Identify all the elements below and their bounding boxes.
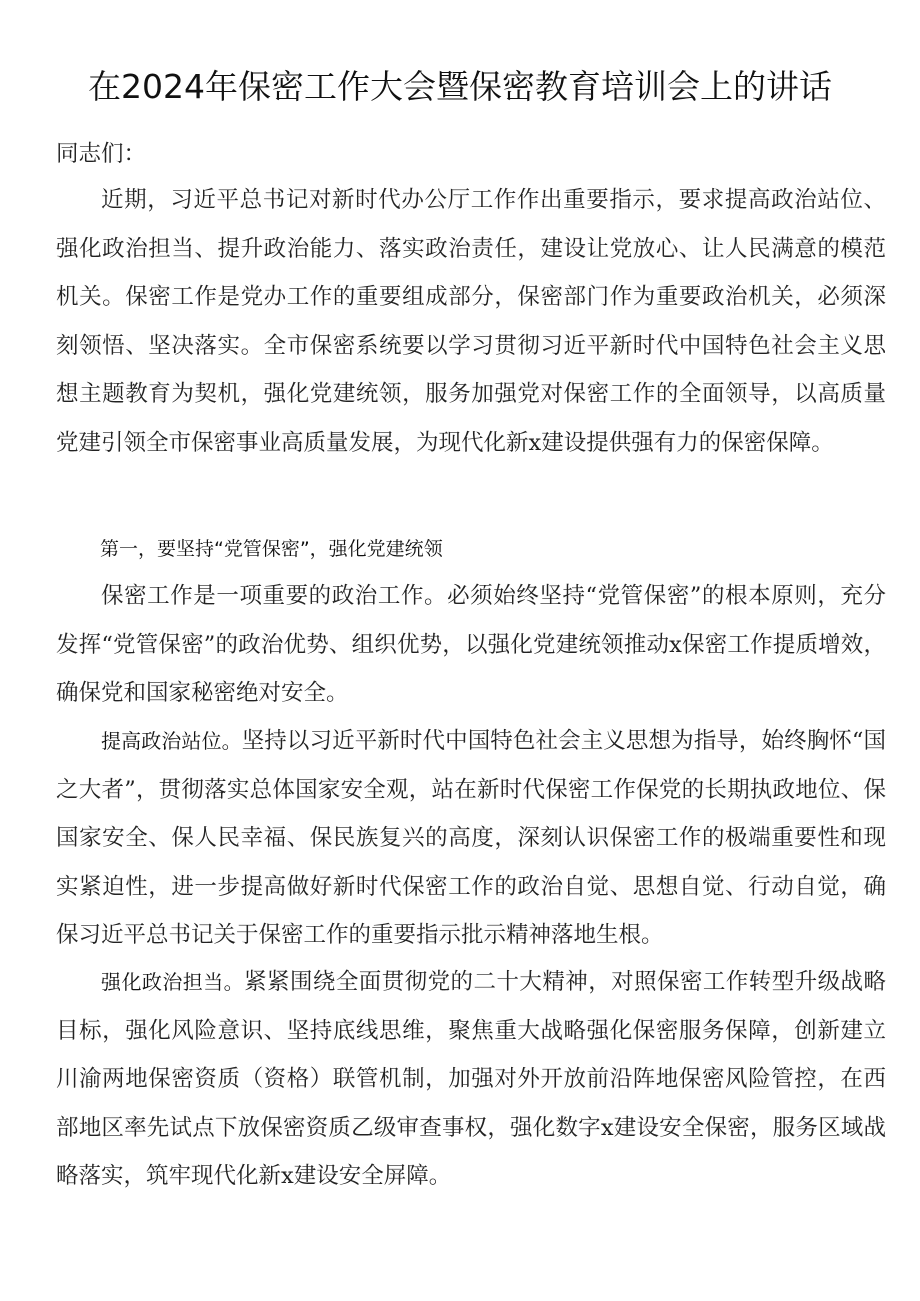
paragraph-lead-political-responsibility: 强化政治担当。 — [101, 970, 245, 994]
paragraph-lead-political-stance: 提高政治站位。 — [101, 729, 242, 753]
paragraph-body-political-stance: 坚持以习近平新时代中国特色社会主义思想为指导，始终胸怀“国之大者”，贯彻落实总体国家安全观，站在新时代保密工作保党的长期执政地位、保国家安全、保人民幸福、保民族复兴的高度，深刻认识保密工作的极端重要性和现实紧迫性，进一步提高做好新时代保密工作的政治自觉、思想自觉、行动自觉，确保习近平总书记关于保密工作的重要指示批示精神落地生根。 — [56, 728, 886, 949]
paragraph-intro: 近期，习近平总书记对新时代办公厅工作作出重要指示，要求提高政治站位、强化政治担当、提升政治能力、落实政治责任，建设让党放心、让人民满意的模范机关。保密工作是党办工作的重要组成部分，保密部门作为重要政治机关，必须深刻领悟、坚决落实。全市保密系统要以学习贯彻习近平新时代中国特色社会主义思想主题教育为契机，强化党建统领，服务加强党对保密工作的全面领导，以高质量党建引领全市保密事业高质量发展，为现代化新x建设提供强有力的保密保障。 — [56, 187, 886, 456]
paragraph-political-stance — [56, 717, 886, 960]
paragraph-body-political-responsibility: 紧紧围绕全面贯彻党的二十大精神，对照保密工作转型升级战略目标，强化风险意识、坚持底线思维，聚焦重大战略强化保密服务保障，创新建立川渝两地保密资质（资格）联管机制，加强对外开放前沿阵地保密风险管控，在西部地区率先试点下放保密资质乙级审查事权，强化数字x建设安全保密，服务区域战略落实，筑牢现代化新x建设安全屏障。 — [56, 969, 886, 1190]
paragraph-party-management: 保密工作是一项重要的政治工作。必须始终坚持“党管保密”的根本原则，充分发挥“党管保密”的政治优势、组织优势，以强化党建统领推动x保密工作提质增效，确保党和国家秘密绝对安全。 — [56, 583, 886, 707]
salutation: 同志们： — [56, 141, 147, 167]
section-heading-1: 第一，要坚持“党管保密”，强化党建统领 — [100, 538, 443, 560]
paragraph-political-responsibility — [56, 958, 886, 1201]
document-title: 在2024年保密工作大会暨保密教育培训会上的讲话 — [88, 67, 832, 106]
